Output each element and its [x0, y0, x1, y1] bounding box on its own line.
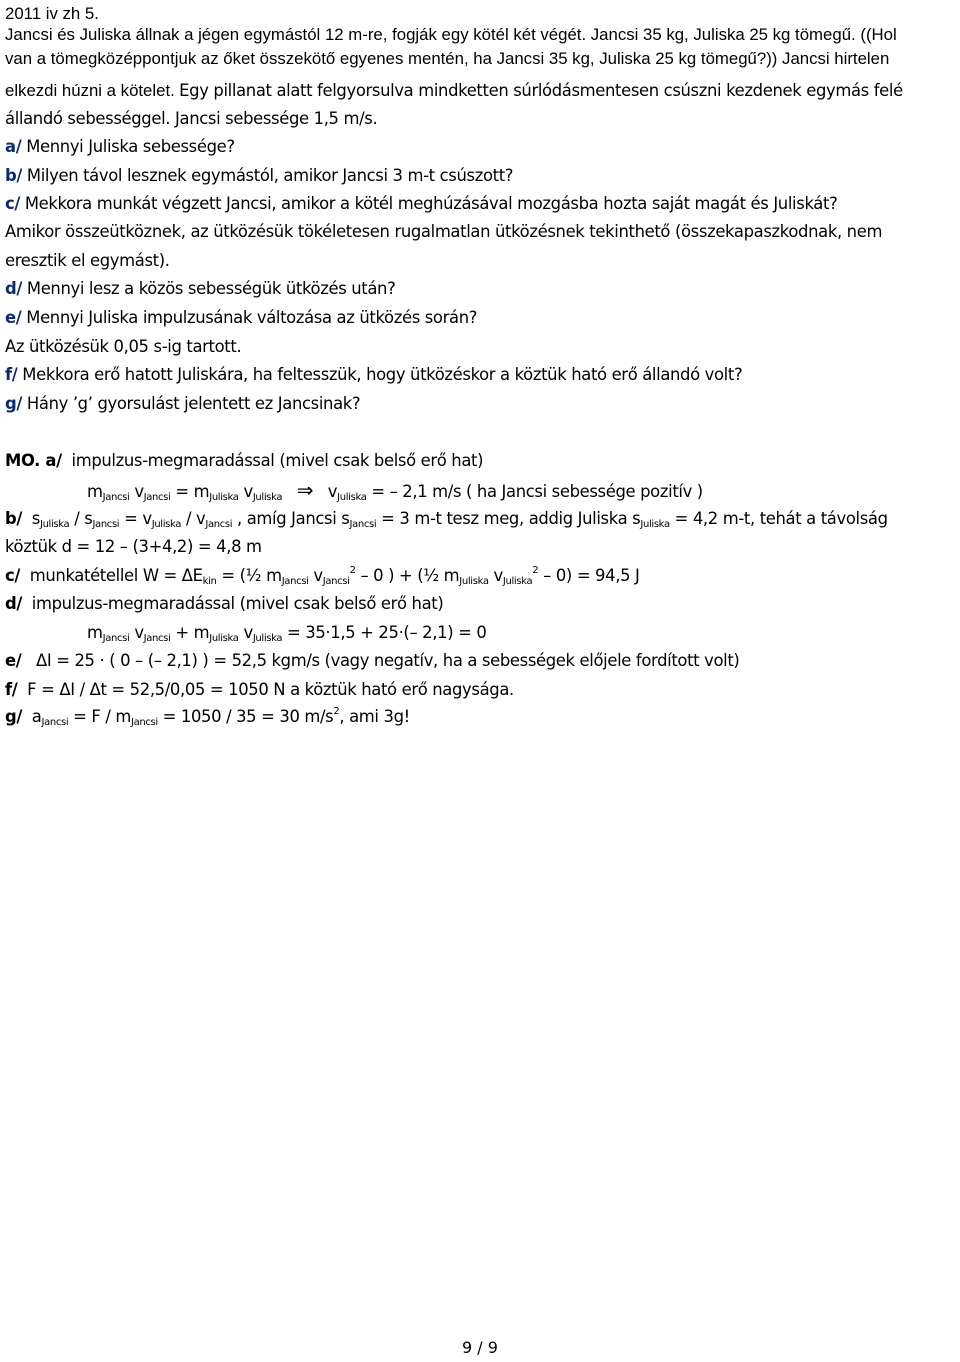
doc-title: 2011 iv zh 5. — [5, 4, 99, 23]
question-a: a/ Mennyi Juliska sebessége? — [5, 137, 235, 156]
solution-a-equation: $m_{Jancsi}$ $v_{Jancsi} = m_{Juliska}$ $v_{Juliska}$ ⇒ $v_{Juliska}$ = – 2,1 m/s ( ha Jancsi sebessége pozitív ) — [87, 478, 703, 503]
question-g: g/ Hány ’g’ gyorsulást jelentett ez Jancsinak? — [5, 394, 361, 413]
page-number: 9 / 9 — [462, 1338, 498, 1357]
question-b: b/ Milyen távol lesznek egymástól, amikor Jancsi 3 m-t csúszott? — [5, 166, 514, 185]
solution-d-equation: $m_{Jancsi}$ $v_{Jancsi} + m_{Juliska}$ $v_{Juliska} = 35\cdot 1,5 + 25\cdot(-$ 2,1) = 0 — [87, 623, 487, 644]
question-f: f/ Mekkora erő hatott Juliskára, ha feltesszük, hogy ütközéskor a köztük ható erő állandó volt? — [5, 365, 743, 384]
solution-c: c/ munkatétellel $W = \Delta E_{kin}$ = (½ $m_{Jancsi}$ $v_{Jancsi}^2 - 0$ ) + (½ $m_{Juliska}$ $v_{Juliska}^2 - 0) = 94,5$ J — [5, 565, 640, 587]
solution-a-header: MO. a/ impulzus-megmaradással (mivel csak belső erő hat) — [5, 451, 484, 470]
solution-b-line-1: b/ $s_{Juliska} / s_{Jancsi} = v_{Juliska} / v_{Jancsi}$ , amíg Jancsi $s_{Jancsi} = 3$ m-t tesz meg, addig Juliska $s_{Juliska} = 4,2$ m-t, tehát a távolság — [5, 509, 888, 530]
question-c: c/ Mekkora munkát végzett Jancsi, amikor a kötél meghúzásával mozgásba hozta saját magát és Juliskát? — [5, 194, 838, 213]
problem-line-1: Jancsi és Juliska állnak a jégen egymástól 12 m-re, fogják egy kötél két végét. Jancsi 35 kg, Juliska 25 kg tömegű. ((Hol — [5, 25, 897, 44]
problem-line-4: állandó sebességgel. Jancsi sebessége 1,5 m/s. — [5, 109, 378, 128]
problem-line-3: elkezdi húzni a kötelet. Egy pillanat alatt felgyorsulva mindketten súrlódásmentesen csúszni kezdenek egymás felé — [5, 81, 903, 100]
problem-line-6: eresztik el egymást). — [5, 251, 170, 270]
solution-e: e/ ΔI = 25 · ( 0 – (– 2,1) ) = 52,5 kgm/s (vagy negatív, ha a sebességek előjele fordított volt) — [5, 651, 740, 670]
question-e: e/ Mennyi Juliska impulzusának változása az ütközés során? — [5, 308, 478, 327]
implies-arrow: ⇒ — [296, 478, 314, 502]
solution-d-header: d/ impulzus-megmaradással (mivel csak belső erő hat) — [5, 594, 444, 613]
problem-line-2: van a tömegközéppontjuk az őket összekötő egyenes mentén, ha Jancsi 35 kg, Juliska 25 kg tömegű?)) Jancsi hirtelen — [5, 49, 890, 68]
solution-g: g/ $a_{Jancsi} = F / m_{Jancsi} = 1050 / 35 = 30$ $m/s^2$, ami 3g! — [5, 706, 410, 728]
question-d: d/ Mennyi lesz a közös sebességük ütközés után? — [5, 279, 396, 298]
solution-b-line-2: köztük d = 12 – (3+4,2) = 4,8 m — [5, 537, 262, 556]
problem-line-7: Az ütközésük 0,05 s-ig tartott. — [5, 337, 242, 356]
problem-line-5: Amikor összeütköznek, az ütközésük tökéletesen rugalmatlan ütközésnek tekinthető (összekapaszkodnak, nem — [5, 222, 883, 241]
solution-f: f/ F = ΔI / Δt = 52,5/0,05 = 1050 N a köztük ható erő nagysága. — [5, 680, 514, 699]
